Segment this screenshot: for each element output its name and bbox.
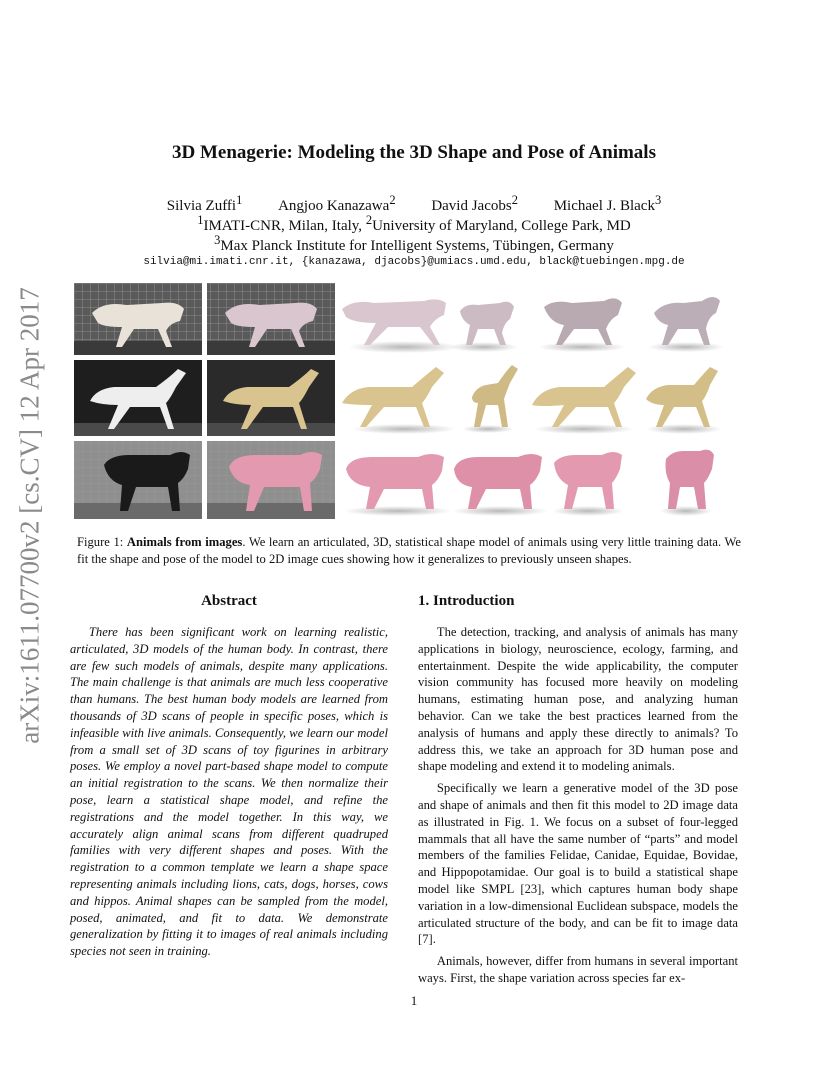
figure-row-horse <box>74 360 722 436</box>
author-list <box>0 193 828 215</box>
introduction-text <box>418 624 738 987</box>
author: David Jacobs$^2$ <box>431 193 518 214</box>
abstract-text <box>70 624 388 960</box>
figure-1-image <box>74 283 750 519</box>
abstract-paragraph: There has been significant work on learning realistic, articulated, 3D models of the human body. In contrast, there are few such models of animals, despite many applications. The main challenge is that animals are much less cooperative than humans. The best human body models are learned from thousands of 3D scans of people in specific poses, which is infeasible with live animals. Consequently, we learn our model from a small set of 3D scans of toy figurines in arbitrary poses. We employ a novel part-based shape model to compute an initial registration to the scans. We then normalize their pose, learn a statistical shape model, and refine the registrations and the model together. In this way, we accurately align animal scans from different quadruped families with very different shapes and poses. With the registration to a common template we learn a shape space representing animals including lions, cats, dogs, horses, cows and hippos. Animal shapes can be sampled from the model, posed, animated, and fit to data. We demonstrate generalization by fitting it to images of real animals including species not seen in training. <box>70 625 388 959</box>
figure-caption: Figure 1: Animals from images. We learn an articulated, 3D, statistical shape model of animals using very little training data. We fit the shape and pose of the model to 2D image cues showing how it generalizes to previously unseen shapes. <box>77 535 741 566</box>
figure-row-dog <box>74 283 724 355</box>
page-number: 1 <box>410 993 418 1008</box>
figure-row-cow <box>74 441 714 519</box>
author: Silvia Zuffi$^1$ <box>166 193 243 214</box>
author-emails: silvia@mi.imati.cnr.it, {kanazawa, djacobs}@umiacs.umd.edu, black@tuebingen.mpg.de <box>143 256 685 268</box>
affiliation-line-2: $^3$Max Planck Institute for Intelligent Systems, Tübingen, Germany <box>214 233 614 254</box>
intro-paragraph-3: Animals, however, differ from humans in several important ways. First, the shape variation across species far ex- <box>418 954 738 985</box>
arxiv-id: arXiv:1611.07700v2 [cs.CV] 12 Apr 2017 <box>14 286 45 744</box>
affiliation-line-1: $^1$IMATI-CNR, Milan, Italy, $^2$University of Maryland, College Park, MD <box>197 213 631 234</box>
intro-paragraph-1: The detection, tracking, and analysis of animals has many applications in biology, neuroscience, ecology, farming, and entertainment. Despite the wide applicability, the computer vision community has focused more heavily on modeling humans, estimating human pose, and analyzing human behavior. Can we take the best practices learned from the analysis of humans and apply these directly to animals? To address this, we take an approach for 3D human pose and shape modeling and extend it to modeling animals. <box>418 625 738 774</box>
paper-title: 3D Menagerie: Modeling the 3D Shape and Pose of Animals <box>172 142 656 163</box>
intro-paragraph-2: Specifically we learn a generative model of the 3D pose and shape of animals and then fit this model to 2D image data as illustrated in Fig. 1. We focus on a subset of four-legged mammals that all have the same number of “parts” and model members of the families Felidae, Canidae, Equidae, Bovidae, and Hippopotamidae. Our goal is to build a statistical shape model like SMPL [23], which captures human body shape variation in a low-dimensional Euclidean subspace, models the articulated structure of the body, and can be fit to image data [7]. <box>418 781 738 947</box>
author: Michael J. Black$^3$ <box>553 193 662 214</box>
author: Angjoo Kanazawa$^2$ <box>278 193 396 214</box>
arxiv-stamp <box>10 280 50 750</box>
figure-reference-link[interactable]: 1 <box>529 814 536 829</box>
introduction-heading: 1. Introduction <box>418 593 515 609</box>
abstract-heading: Abstract <box>201 593 257 609</box>
citation-link[interactable]: [7] <box>418 932 433 947</box>
figure-1 <box>74 283 750 519</box>
citation-link[interactable]: [23] <box>520 881 542 896</box>
